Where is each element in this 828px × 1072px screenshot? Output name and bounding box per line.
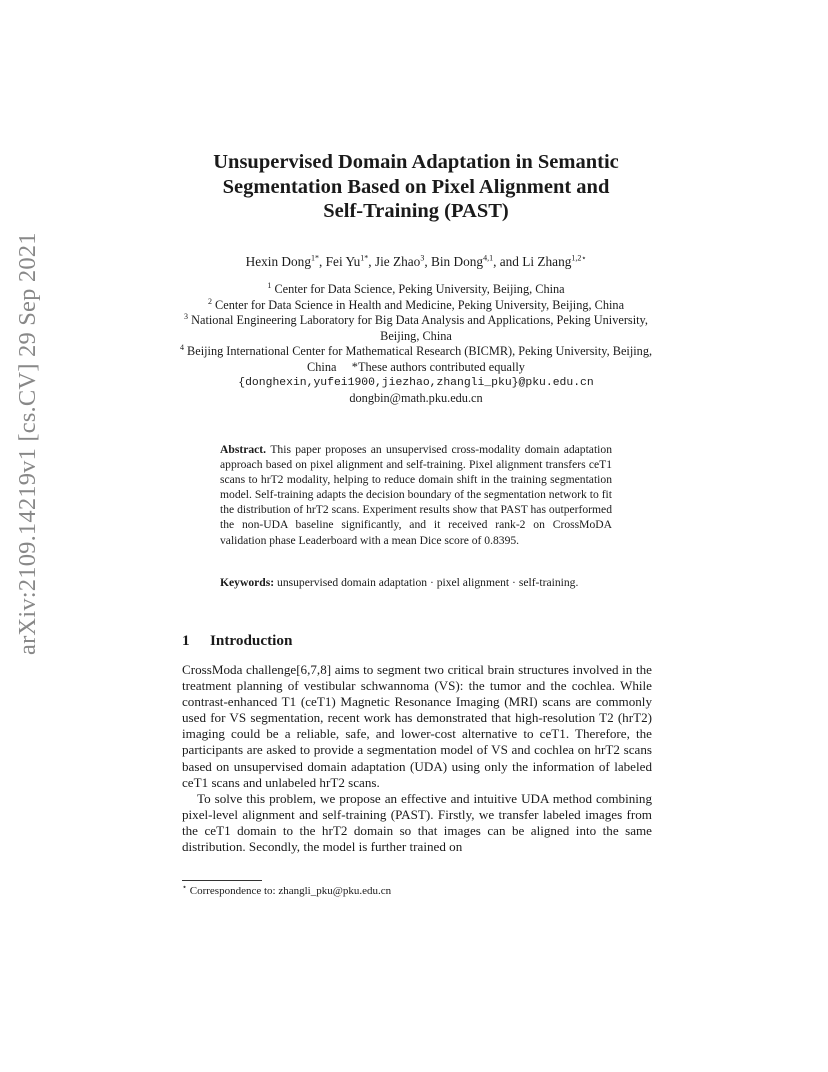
affiliation <box>176 344 656 375</box>
email-addresses: {donghexin,yufei1900,jiezhao,zhangli_pku}@pku.edu.cn <box>238 376 594 389</box>
affiliation-marker: 1 <box>267 280 272 290</box>
footnote-marker: ⋆ <box>182 882 188 892</box>
section-title: Introduction <box>210 632 293 649</box>
keywords-label: Keywords: <box>220 576 275 589</box>
author-separator: , and <box>493 254 523 269</box>
paragraph: To solve this problem, we propose an effective and intuitive UDA method combining pixel-level alignment and self-training (PAST). Firstly, we transfer labeled images from the ceT1 domain to the hrT2 domain so that images can be aligned into the same distribution. Secondly, the model is further trained on <box>182 790 652 855</box>
paragraph: CrossModa challenge[6,7,8] aims to segment two critical brain structures involved in the treatment planning of vestibular schwannoma (VS): the tumor and the cochlea. While contrast-enhanced T1 (ceT1) Magnetic Resonance Imaging (MRI) scans are commonly used for VS segmentation, recent work has demonstrated that high-resolution T2 (hrT2) imaging could be a reliable, safe, and lower-cost alternative to ceT1. Therefore, the participants are asked to provide a segmentation model of VS and cochlea on hrT2 scans based on unsupervised domain adaptation (UDA) using only the information of labeled ceT1 scans and unlabeled hrT2 scans. <box>182 662 652 790</box>
footnote-text: Correspondence to: zhangli_pku@pku.edu.cn <box>189 885 392 897</box>
affiliation <box>176 313 656 344</box>
author-list <box>150 254 682 270</box>
author-affiliation-marker: 1* <box>310 253 319 263</box>
section-number: 1 <box>182 632 190 649</box>
author-name: Fei Yu <box>325 254 361 269</box>
keywords-text: unsupervised domain adaptation · pixel alignment · self-training. <box>277 576 579 589</box>
author-affiliation-marker: 1* <box>360 253 369 263</box>
abstract-text: This paper proposes an unsupervised cross-modality domain adaptation approach based on pixel alignment and self-training. Pixel alignment transfers ceT1 scans to hrT2 modality, helping to reduce domain shift in the training segmentation model. Self-training adapts the decision boundary of the segmentation network to fit the distribution of hrT2 scans. Experiment results show that PAST has outperformed the non-UDA baseline significantly, and it received rank-2 on CrossMoDA validation phase Leaderboard with a mean Dice score of 0.8395. <box>220 443 612 547</box>
author-name: Li Zhang <box>522 254 572 269</box>
footnote-rule <box>182 880 262 881</box>
body-text <box>182 662 652 855</box>
footnote <box>182 882 652 897</box>
author-separator: , <box>424 254 431 269</box>
arxiv-identifier: arXiv:2109.14219v1 [cs.CV] 29 Sep 2021 <box>14 232 41 655</box>
title-line: Segmentation Based on Pixel Alignment and <box>222 175 610 198</box>
section-heading <box>182 632 292 650</box>
title-line: Unsupervised Domain Adaptation in Semantic <box>213 151 619 173</box>
author-name: Jie Zhao <box>374 254 421 269</box>
affiliation <box>176 298 656 314</box>
equal-contribution-note: *These authors contributed equally <box>351 359 525 374</box>
affiliation-marker: 3 <box>184 312 189 322</box>
author-name: Bin Dong <box>430 254 484 269</box>
affiliation-marker: 4 <box>179 343 184 353</box>
affiliations <box>176 282 656 407</box>
abstract <box>220 442 612 548</box>
author-affiliation-marker: 3 <box>420 253 425 263</box>
keywords <box>220 575 612 590</box>
title-line: Self-Training (PAST) <box>323 200 509 222</box>
affiliation-text: National Engineering Laboratory for Big Data Analysis and Applications, Peking University, Beijing, China <box>191 313 648 343</box>
affiliation <box>176 282 656 298</box>
email-address: dongbin@math.pku.edu.cn <box>349 391 483 406</box>
affiliation-text: Center for Data Science in Health and Medicine, Peking University, Beijing, China <box>215 297 625 312</box>
affiliation-text: Beijing International Center for Mathematical Research (BICMR), Peking University, Beijing, China <box>187 344 653 374</box>
author-name: Hexin Dong <box>245 254 311 269</box>
author-separator: , <box>318 254 326 269</box>
author-affiliation-marker: 4,1 <box>483 253 494 263</box>
paper-title <box>150 150 682 224</box>
author-separator: , <box>368 254 375 269</box>
author-affiliation-marker: 1,2⋆ <box>571 253 587 263</box>
affiliation-marker: 2 <box>207 296 212 306</box>
affiliation-text: Center for Data Science, Peking University, Beijing, China <box>274 282 565 296</box>
abstract-label: Abstract. <box>220 443 267 456</box>
